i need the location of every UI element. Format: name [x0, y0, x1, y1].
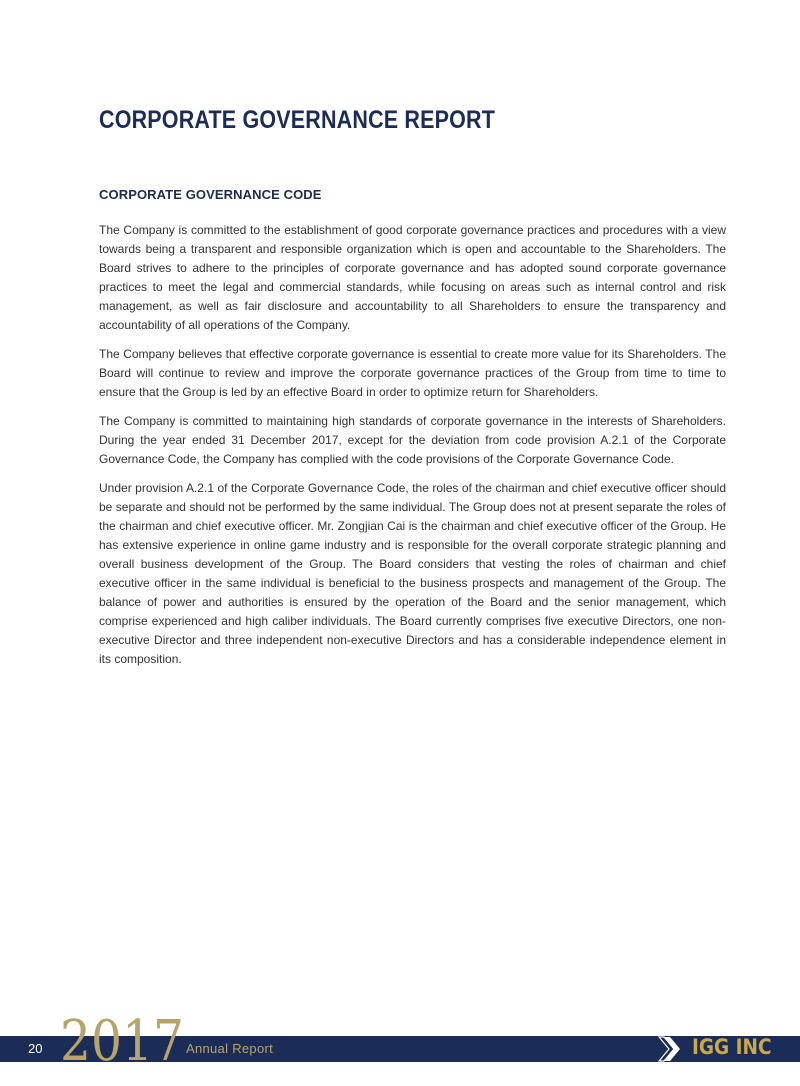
paragraph: The Company is committed to the establishment of good corporate governance practices and procedures with a view towards being a transparent and responsible organization which is open and accountable to the Shareholders. The Board strives to adhere to the principles of corporate governance and has adopted sound corporate governance practices to meet the legal and commercial standards, while focusing on areas such as internal control and risk management, as well as fair disclosure and accountability to all Shareholders to ensure the transparency and accountability of all operations of the Company.	[99, 223, 726, 332]
year-text: 2017	[60, 1009, 184, 1074]
page-title: CORPORATE GOVERNANCE REPORT	[99, 106, 496, 134]
year-logo	[60, 1009, 186, 1074]
page-number: 20	[28, 1041, 43, 1056]
company-logo-text: IGG INC	[692, 1035, 772, 1059]
section-heading: CORPORATE GOVERNANCE CODE	[99, 187, 322, 202]
body-text	[99, 221, 726, 679]
annual-report-label: Annual Report	[186, 1041, 274, 1056]
paragraph: The Company believes that effective corporate governance is essential to create more value for its Shareholders. The Board will continue to review and improve the corporate governance practices of the Group from time to time to ensure that the Group is led by an effective Board in order to optimize return for Shareholders.	[99, 347, 726, 399]
chevron-right-icon	[658, 1034, 686, 1064]
paragraph: The Company is committed to maintaining high standards of corporate governance in the interests of Shareholders. During the year ended 31 December 2017, except for the deviation from code provision A.2.1 of the Corporate Governance Code, the Company has complied with the code provisions of the Corporate Governance Code.	[99, 414, 726, 466]
paragraph: Under provision A.2.1 of the Corporate Governance Code, the roles of the chairman and chief executive officer should be separate and should not be performed by the same individual. The Group does not at present separate the roles of the chairman and chief executive officer. Mr. Zongjian Cai is the chairman and chief executive officer of the Group. He has extensive experience in online game industry and is responsible for the overall corporate strategic planning and overall business development of the Group. The Board considers that vesting the roles of chairman and chief executive officer in the same individual is beneficial to the business prospects and management of the Group. The balance of power and authorities is ensured by the operation of the Board and the senior management, which comprise experienced and high caliber individuals. The Board currently comprises five executive Directors, one non-executive Director and three independent non-executive Directors and has a considerable independence element in its composition.	[99, 481, 726, 666]
